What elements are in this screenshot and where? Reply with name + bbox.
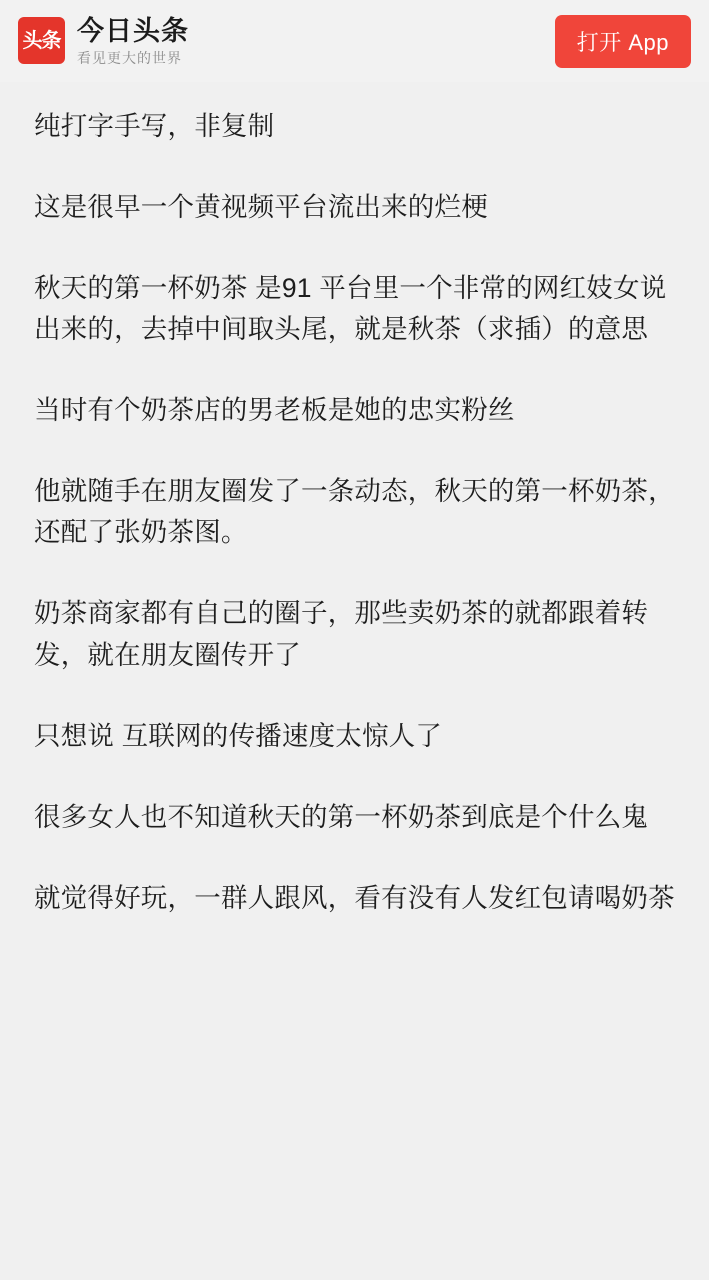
- brand-block[interactable]: [18, 16, 189, 66]
- article-paragraph: 就觉得好玩，一群人跟风，看有没有人发红包请喝奶茶: [34, 882, 675, 913]
- brand-subtitle: 看见更大的世界: [77, 49, 182, 66]
- brand-text: [77, 16, 189, 66]
- toutiao-logo-icon: 头条: [18, 17, 65, 64]
- article-paragraph: 他就随手在朋友圈发了一条动态，秋天的第一杯奶茶，还配了张奶茶图。: [34, 476, 675, 548]
- article-paragraph: 很多女人也不知道秋天的第一杯奶茶到底是个什么鬼: [34, 801, 649, 832]
- article-paragraph: 奶茶商家都有自己的圈子，那些卖奶茶的就都跟着转发，就在朋友圈传开了: [34, 598, 649, 670]
- article-body: [0, 82, 709, 1280]
- article-paragraph: 只想说 互联网的传播速度太惊人了: [34, 720, 443, 751]
- article-paragraph: 秋天的第一杯奶茶 是91 平台里一个非常的网红妓女说出来的，去掉中间取头尾，就是秋茶（求插）的意思: [34, 273, 667, 345]
- article-paragraph: 当时有个奶茶店的男老板是她的忠实粉丝: [34, 395, 515, 426]
- page-title: 今日头条: [77, 15, 189, 46]
- open-app-button[interactable]: 打开 App: [555, 15, 691, 68]
- app-header: [0, 0, 709, 82]
- article-paragraph: 这是很早一个黄视频平台流出来的烂梗: [34, 192, 488, 223]
- article-paragraph: 纯打字手写，非复制: [34, 111, 275, 141]
